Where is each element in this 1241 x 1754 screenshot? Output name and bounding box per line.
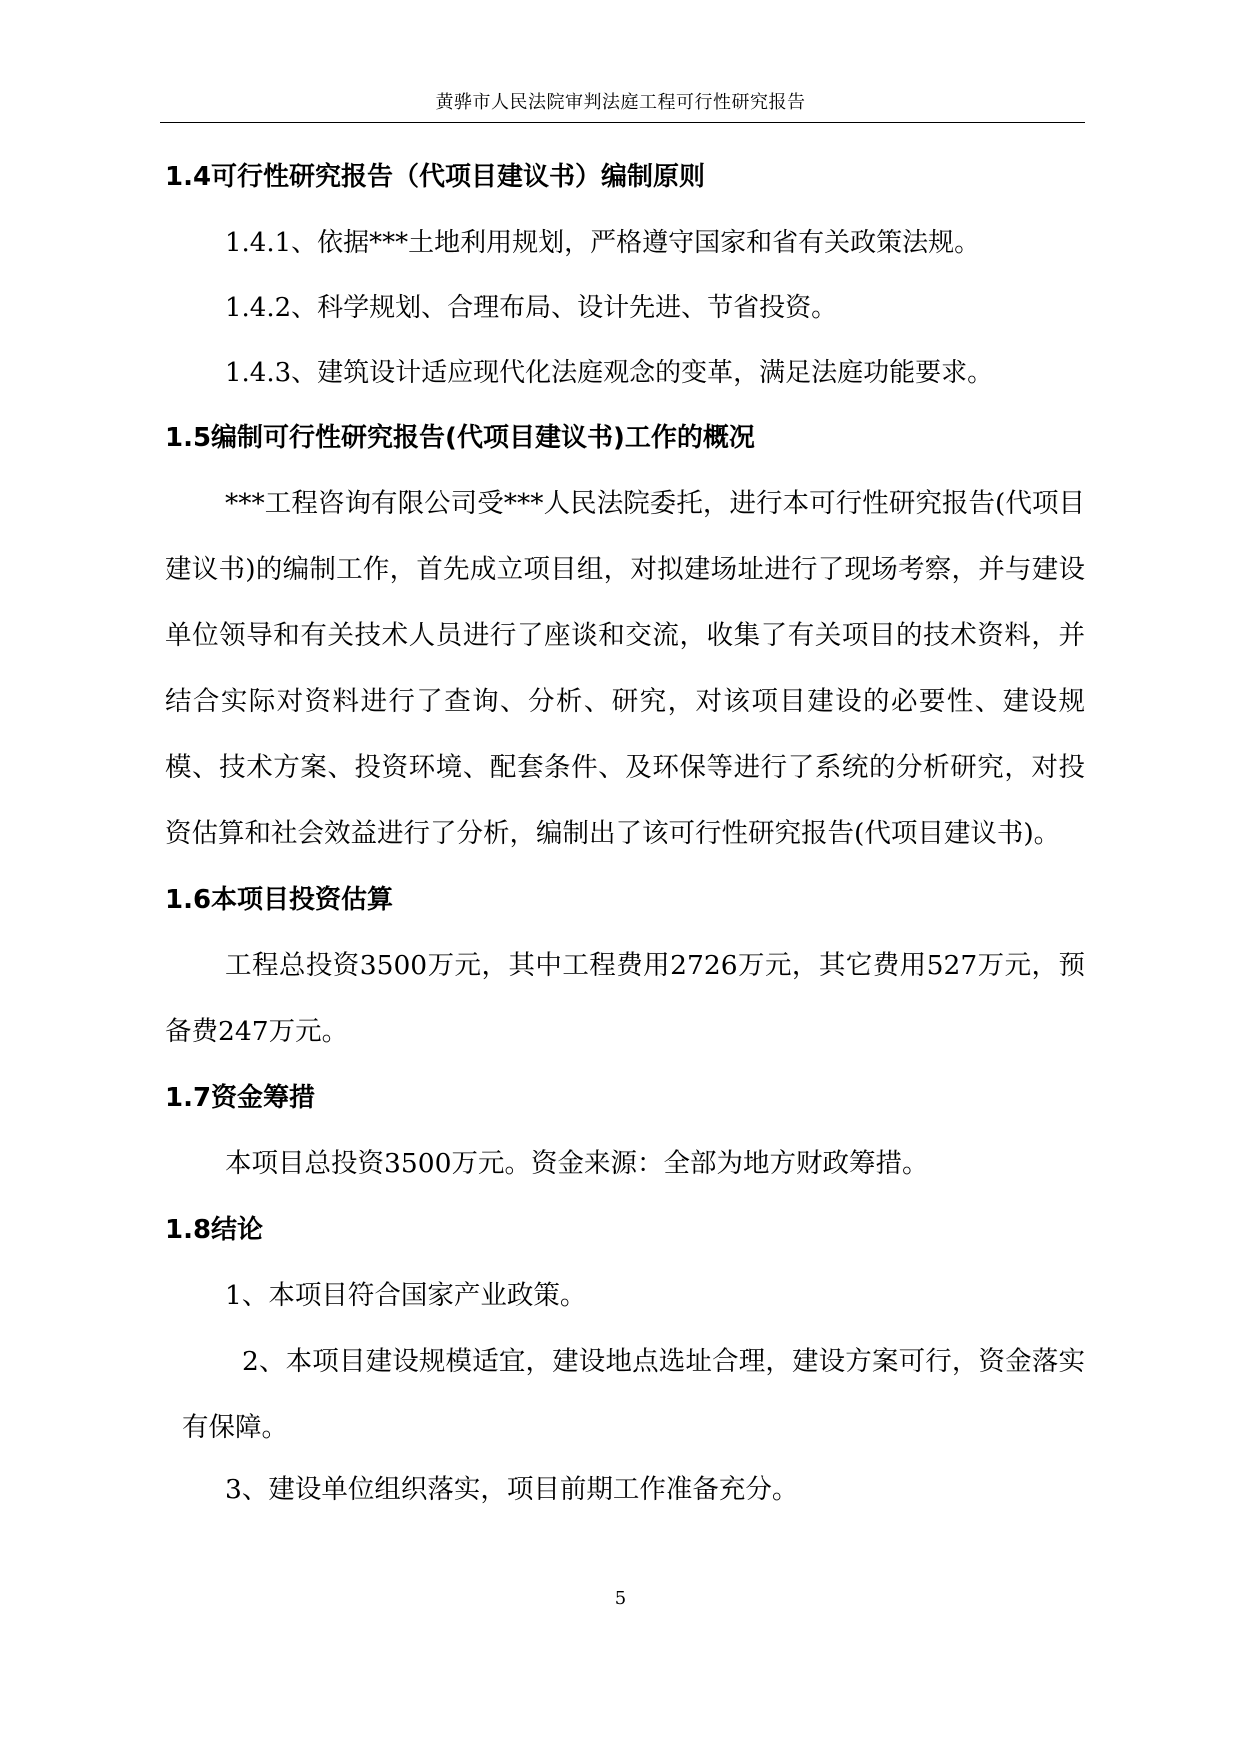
section-heading-1-7: 1.7资金筹措: [165, 1083, 316, 1113]
conclusion-item-2: 2、本项目建设规模适宜，建设地点选址合理，建设方案可行，资金落实有保障。: [182, 1346, 1085, 1443]
page-number: 5: [614, 1588, 627, 1609]
principle-item-1: 1.4.1、依据***土地利用规划，严格遵守国家和省有关政策法规。: [225, 228, 981, 258]
document-body: [165, 158, 1085, 1537]
funding-paragraph: 本项目总投资3500万元。资金来源：全部为地方财政筹措。: [225, 1148, 929, 1179]
conclusion-item-3: 3、建设单位组织落实，项目前期工作准备充分。: [225, 1474, 799, 1505]
header-rule: [160, 122, 1085, 123]
section-heading-1-4: 1.4可行性研究报告（代项目建议书）编制原则: [165, 162, 706, 192]
page-header: 黄骅市人民法院审判法庭工程可行性研究报告: [435, 92, 806, 113]
conclusion-item-1: 1、本项目符合国家产业政策。: [225, 1280, 587, 1311]
overview-paragraph: ***工程咨询有限公司受***人民法院委托，进行本可行性研究报告(代项目建议书)的编制工作，首先成立项目组，对拟建场址进行了现场考察，并与建设单位领导和有关技术人员进行了座谈和交流，收集了有关项目的技术资料，并结合实际对资料进行了查询、分析、研究，对该项目建设的必要性、建设规模、技术方案、投资环境、配套条件、及环保等进行了系统的分析研究，对投资估算和社会效益进行了分析，编制出了该可行性研究报告(代项目建议书)。: [165, 488, 1085, 849]
investment-paragraph: 工程总投资3500万元，其中工程费用2726万元，其它费用527万元，预备费247万元。: [165, 950, 1085, 1047]
principle-item-2: 1.4.2、科学规划、合理布局、设计先进、节省投资。: [225, 293, 838, 323]
principle-item-3: 1.4.3、建筑设计适应现代化法庭观念的变革，满足法庭功能要求。: [225, 358, 994, 388]
section-heading-1-8: 1.8结论: [165, 1215, 264, 1245]
section-heading-1-6: 1.6本项目投资估算: [165, 885, 394, 915]
section-heading-1-5: 1.5编制可行性研究报告(代项目建议书)工作的概况: [165, 423, 755, 453]
